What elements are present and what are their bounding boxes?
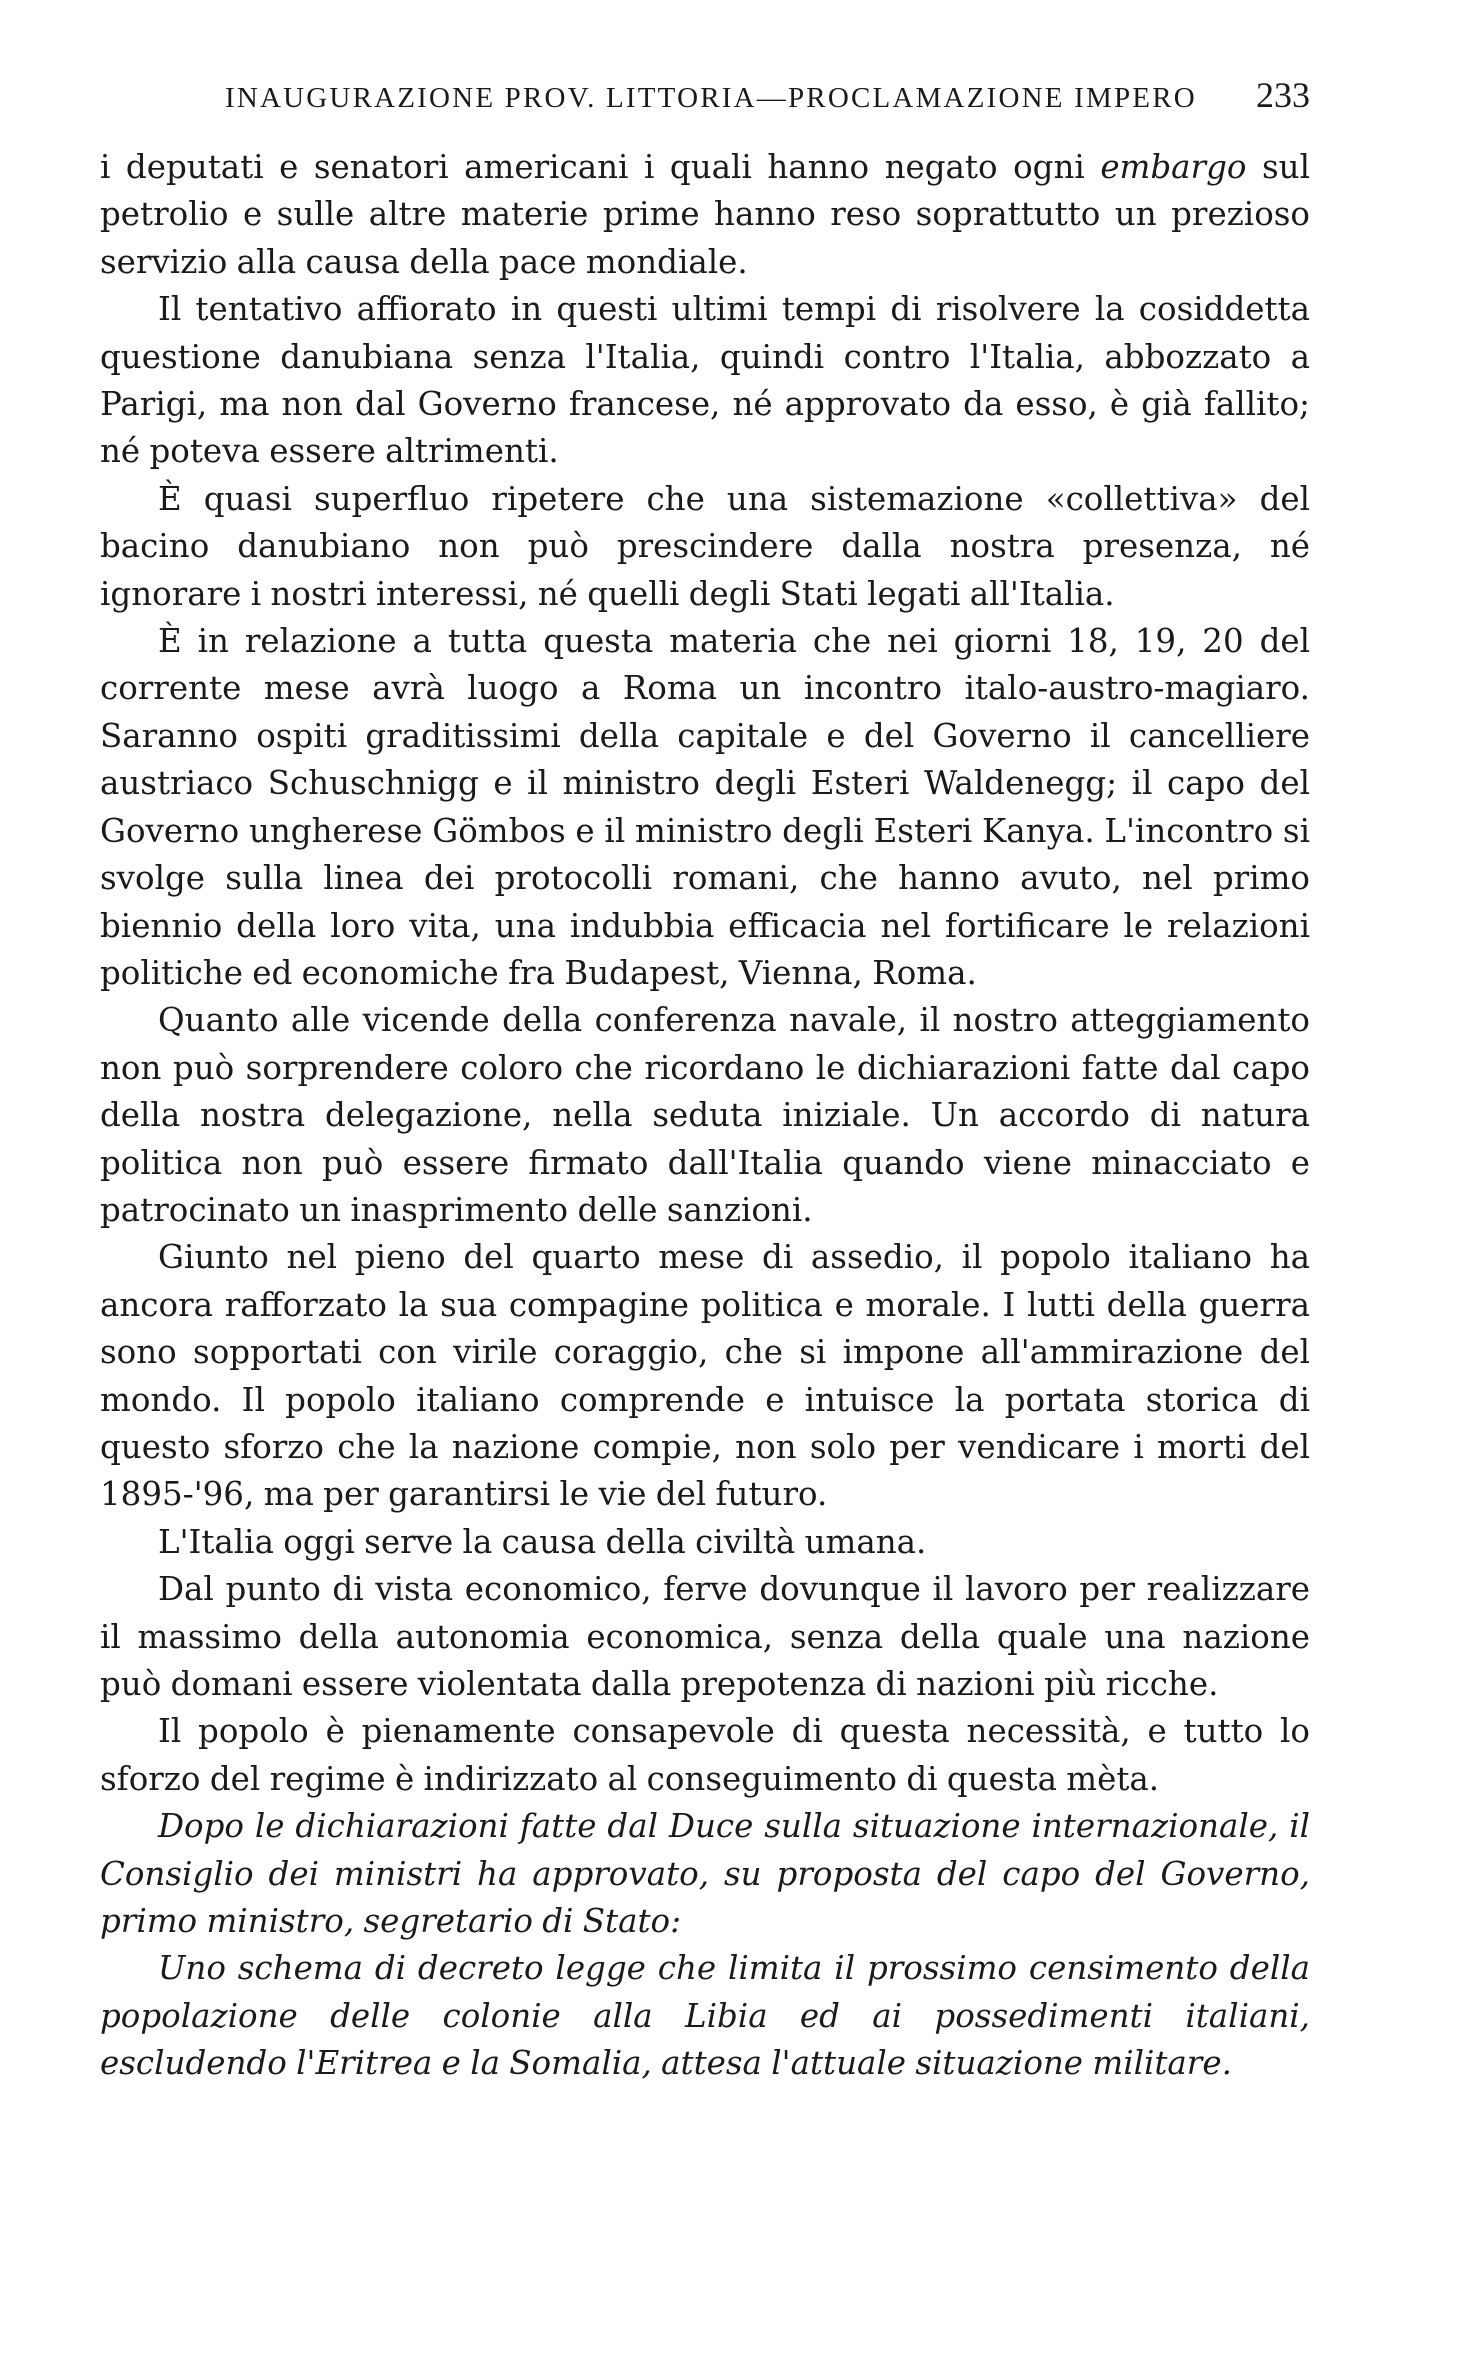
paragraph-regime-effort: Il popolo è pienamente consapevole di questa necessità, e tutto lo sforzo del regime è indirizzato al conseguimento di questa mèta. [100, 1712, 1310, 1798]
paragraph-census-decree: Uno schema di decreto legge che limita il prossimo censimento della popolazione delle colonie alla Libia ed ai possedimenti italiani, escludendo l'Eritrea e la Somalia, attesa l'attuale situazione militare. [100, 1949, 1310, 2083]
body-text [100, 144, 1310, 2088]
running-head: INAUGURAZIONE PROV. LITTORIA—PROCLAMAZIONE IMPERO [225, 82, 1197, 114]
paragraph-continuation: i deputati e senatori americani i quali hanno negato ogni embargo sul petrolio e sulle altre materie prime hanno reso soprattutto un prezioso servizio alla causa della pace mondiale. [100, 148, 1311, 281]
paragraph-siege: Giunto nel pieno del quarto mese di assedio, il popolo italiano ha ancora rafforzato la sua compagine politica e morale. I lutti della guerra sono sopportati con virile coraggio, che si impone all'ammirazione del mondo. Il popolo italiano comprende e intuisce la portata storica di questo sforzo che la nazione compie, non solo per vendicare i morti del 1895-'96, ma per garantirsi le vie del futuro. [100, 1238, 1310, 1514]
page-header [100, 68, 1310, 138]
paragraph-naval-conference: Quanto alle vicende della conferenza navale, il nostro atteggiamento non può sorprendere coloro che ricordano le dichiarazioni fatte dal capo della nostra delegazione, nella seduta iniziale. Un accordo di natura politica non può essere firmato dall'Italia quando viene minacciato e patrocinato un inasprimento delle sanzioni. [100, 1001, 1310, 1229]
paragraph-civilization: L'Italia oggi serve la causa della civiltà umana. [158, 1522, 927, 1561]
page-number: 233 [1256, 75, 1310, 115]
emphasis-embargo: embargo [1100, 148, 1247, 186]
paragraph-rome-meeting: È in relazione a tutta questa materia che nei giorni 18, 19, 20 del corrente mese avrà luogo a Roma un incontro italo-austro-magiaro. Saranno ospiti graditissimi della capitale e del Governo il cancelliere austriaco Schuschnigg e il ministro degli Esteri Waldenegg; il capo del Governo ungherese Gömbos e il ministro degli Esteri Kanya. L'incontro si svolge sulla linea dei protocolli romani, che hanno avuto, nel primo biennio della loro vita, una indubbia efficacia nel fortificare le relazioni politiche ed economiche fra Budapest, Vienna, Roma. [100, 622, 1310, 992]
paragraph-economy: Dal punto di vista economico, ferve dovunque il lavoro per realizzare il massimo della autonomia economica, senza della quale una nazione può domani essere violentata dalla prepotenza di nazioni più ricche. [100, 1570, 1310, 1703]
paragraph-danubian-question: Il tentativo affiorato in questi ultimi tempi di risolvere la cosiddetta questione danubiana senza l'Italia, quindi contro l'Italia, abbozzato a Parigi, ma non dal Governo francese, né approvato da esso, è già fallito; né poteva essere altrimenti. [100, 290, 1310, 471]
paragraph-council-decision: Dopo le dichiarazioni fatte dal Duce sulla situazione internazionale, il Consiglio dei ministri ha approvato, su proposta del capo del Governo, primo ministro, segretario di Stato: [100, 1807, 1310, 1941]
paragraph-collective-settlement: È quasi superfluo ripetere che una sistemazione «collettiva» del bacino danubiano non può prescindere dalla nostra presenza, né ignorare i nostri interessi, né quelli degli Stati legati all'Italia. [100, 479, 1310, 613]
